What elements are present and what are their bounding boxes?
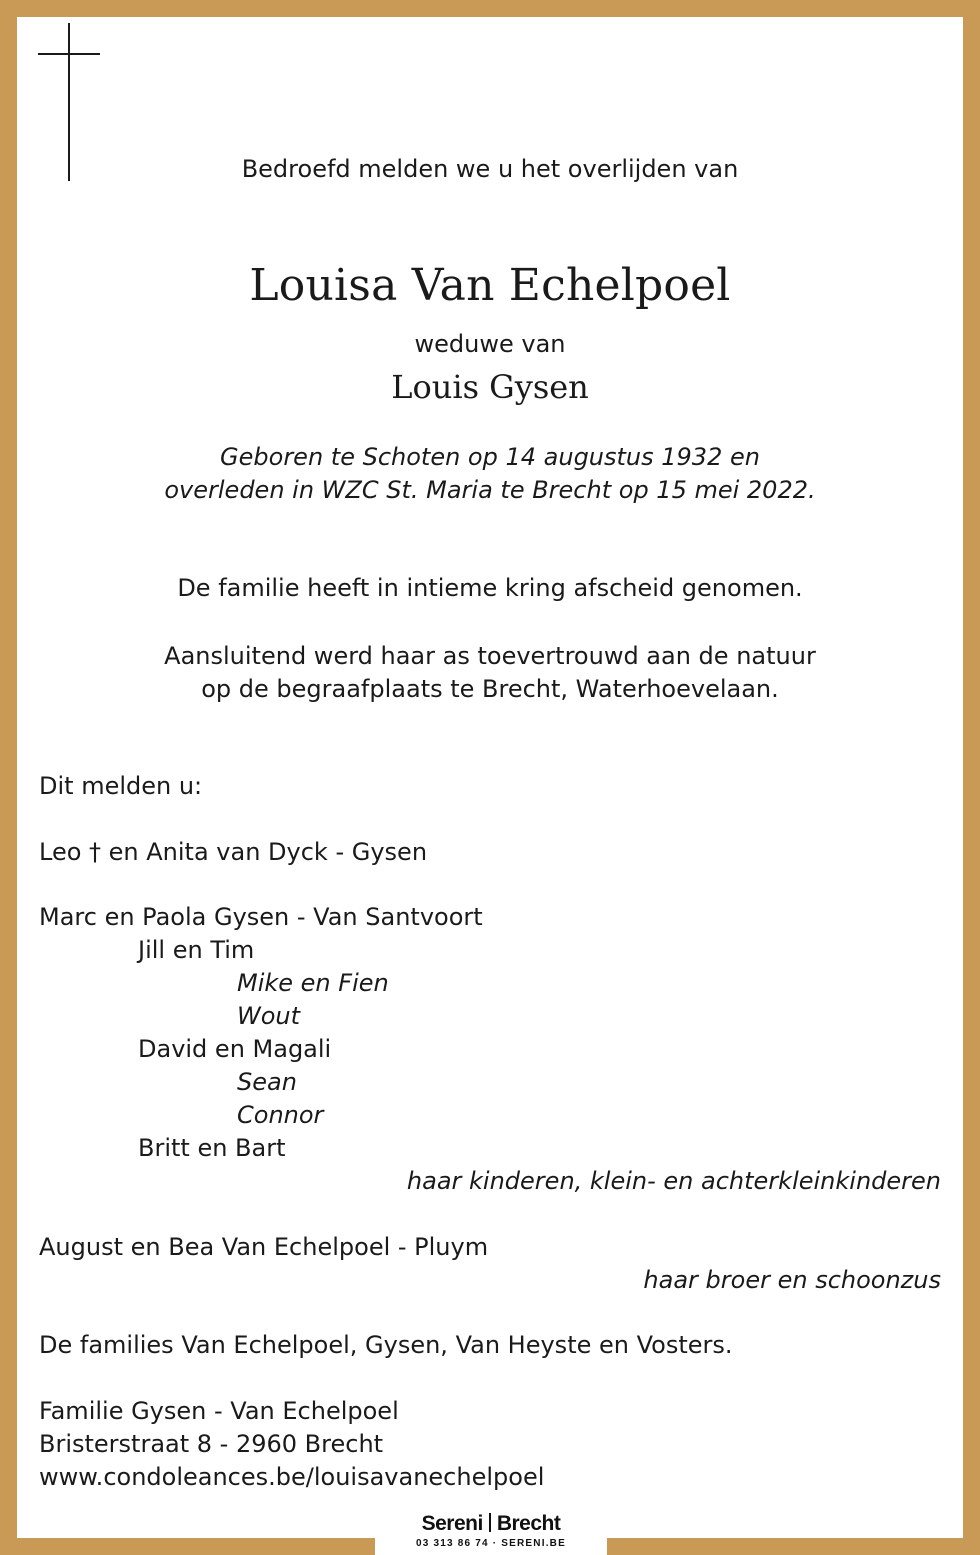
- logo-contact: 03 313 86 74 · SERENI.BE: [416, 1538, 566, 1549]
- family-member: Leo † en Anita van Dyck - Gysen: [39, 838, 428, 866]
- relation-label: haar kinderen, klein- en achterkleinkinderen: [406, 1167, 941, 1195]
- logo-brand: Sereni: [421, 1512, 483, 1535]
- logo-separator: [489, 1513, 491, 1532]
- logo-location: Brecht: [496, 1512, 561, 1535]
- logo-title: [375, 1512, 607, 1536]
- great-grandchild: Sean: [237, 1068, 297, 1096]
- grandchild: Britt en Bart: [138, 1134, 286, 1162]
- ashes-line-2: op de begraafplaats te Brecht, Waterhoevelaan.: [201, 675, 779, 703]
- ashes-line-1: Aansluitend werd haar as toevertrouwd aan de natuur: [164, 642, 816, 670]
- great-grandchild: Connor: [237, 1101, 324, 1129]
- sereni-logo: [375, 1512, 607, 1549]
- birth-death-text: [0, 441, 980, 507]
- great-grandchild: Wout: [237, 1002, 301, 1030]
- grandchild: David en Magali: [138, 1035, 332, 1063]
- contact-website: www.condoleances.be/louisavanechelpoel: [39, 1463, 545, 1491]
- family-member: Marc en Paola Gysen - Van Santvoort: [39, 903, 483, 931]
- widow-of-text: weduwe van: [414, 330, 566, 358]
- great-grandchild: Mike en Fien: [237, 969, 389, 997]
- farewell-text: De familie heeft in intieme kring afscheid genomen.: [177, 574, 803, 602]
- contact-family: Familie Gysen - Van Echelpoel: [39, 1397, 399, 1425]
- grandchild: Jill en Tim: [138, 936, 255, 964]
- contact-address: Bristerstraat 8 - 2960 Brecht: [39, 1430, 384, 1458]
- relation-label: haar broer en schoonzus: [643, 1266, 941, 1294]
- born-line-2: overleden in WZC St. Maria te Brecht op 15 mei 2022.: [164, 476, 816, 504]
- intro-text: Bedroefd melden we u het overlijden van: [241, 155, 739, 183]
- ashes-text: [0, 640, 980, 706]
- families-text: De families Van Echelpoel, Gysen, Van Heyste en Vosters.: [39, 1331, 733, 1359]
- family-member: August en Bea Van Echelpoel - Pluym: [39, 1233, 489, 1261]
- spouse-name: Louis Gysen: [391, 368, 589, 406]
- cross-icon-bar: [38, 53, 100, 55]
- deceased-name: Louisa Van Echelpoel: [249, 260, 731, 311]
- born-line-1: Geboren te Schoten op 14 augustus 1932 en: [220, 443, 760, 471]
- announce-text: Dit melden u:: [39, 772, 203, 800]
